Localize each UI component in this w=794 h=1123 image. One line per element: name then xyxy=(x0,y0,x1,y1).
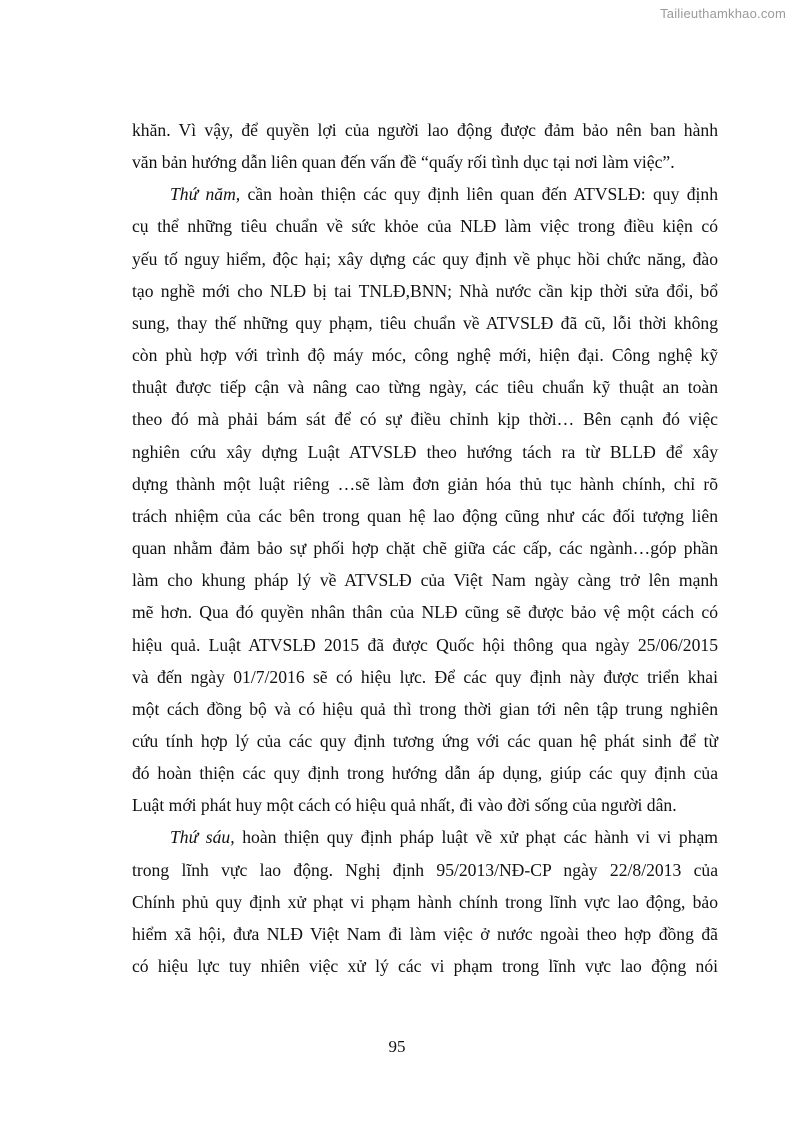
text-line: sung, thay thế những quy phạm, tiêu chuẩn về ATVSLĐ đã cũ, lỗi thời không xyxy=(132,312,718,333)
text-line: còn phù hợp với trình độ máy móc, công nghệ mới, hiện đại. Công nghệ kỹ xyxy=(132,345,718,366)
text-line: Chính phủ quy định xử phạt vi phạm hành chính trong lĩnh vực lao động, bảo xyxy=(132,891,718,912)
text-line: khăn. Vì vậy, để quyền lợi của người lao động được đảm bảo nên ban hành xyxy=(132,120,718,140)
page-number: 95 xyxy=(388,1037,406,1056)
text-line: trách nhiệm của các bên trong quan hệ lao động cũng như các đối tượng liên xyxy=(132,505,718,526)
text-line: Luật mới phát huy một cách có hiệu quả nhất, đi vào đời sống của người dân. xyxy=(132,795,677,816)
text-line: dựng thành một luật riêng …sẽ làm đơn giản hóa thủ tục hành chính, chỉ rõ xyxy=(132,473,718,494)
text-line: cụ thể những tiêu chuẩn về sức khỏe của NLĐ làm việc trong điều kiện có xyxy=(132,216,718,237)
paragraph-2 xyxy=(132,178,718,821)
text-line xyxy=(132,821,718,853)
text-line: hiểm xã hội, đưa NLĐ Việt Nam đi làm việc ở nước ngoài theo hợp đồng đã xyxy=(132,923,718,944)
paragraph-1 xyxy=(132,114,718,178)
text-line: hiệu quả. Luật ATVSLĐ 2015 đã được Quốc hội thông qua ngày 25/06/2015 xyxy=(132,634,718,655)
watermark: Tailieuthamkhao.com xyxy=(660,6,786,21)
paragraph-lead: Thứ năm, xyxy=(170,184,241,205)
text-line: và đến ngày 01/7/2016 sẽ có hiệu lực. Để các quy định này được triển khai xyxy=(132,666,718,687)
text-line: yếu tố nguy hiểm, độc hại; xây dựng các quy định về phục hồi chức năng, đào xyxy=(132,248,718,269)
text-line: quan nhằm đảm bảo sự phối hợp chặt chẽ giữa các cấp, các ngành…góp phần xyxy=(132,538,718,559)
text-line: có hiệu lực tuy nhiên việc xử lý các vi phạm trong lĩnh vực lao động nói xyxy=(132,956,718,977)
text-line: một cách đồng bộ và có hiệu quả thì trong thời gian tới nên tập trung nghiên xyxy=(132,698,718,719)
text-line: theo đó mà phải bám sát để có sự điều chỉnh kịp thời… Bên cạnh đó việc xyxy=(132,409,718,430)
paragraph-3 xyxy=(132,821,718,982)
text-line xyxy=(132,178,718,210)
text-fragment: cần hoàn thiện các quy định liên quan đến ATVSLĐ: quy định xyxy=(240,184,718,205)
text-line: trong lĩnh vực lao động. Nghị định 95/2013/NĐ-CP ngày 22/8/2013 của xyxy=(132,859,718,880)
text-line: đó hoàn thiện các quy định trong hướng dẫn áp dụng, giúp các quy định của xyxy=(132,763,718,784)
text-line: nghiên cứu xây dựng Luật ATVSLĐ theo hướng tách ra từ BLLĐ để xây xyxy=(132,441,718,462)
text-fragment: hoàn thiện quy định pháp luật về xử phạt các hành vi vi phạm xyxy=(234,827,718,848)
text-line: văn bản hướng dẫn liên quan đến vấn đề “quấy rối tình dục tại nơi làm việc”. xyxy=(132,152,675,173)
text-line: làm cho khung pháp lý về ATVSLĐ của Việt Nam ngày càng trở lên mạnh xyxy=(132,570,718,591)
document-body xyxy=(132,114,718,982)
text-line: cứu tính hợp lý của các quy định tương ứng với các quan hệ phát sinh để từ xyxy=(132,730,718,751)
text-line: mẽ hơn. Qua đó quyền nhân thân của NLĐ cũng sẽ được bảo vệ một cách có xyxy=(132,602,718,623)
text-line: tạo nghề mới cho NLĐ bị tai TNLĐ,BNN; Nhà nước cần kịp thời sửa đổi, bổ xyxy=(132,280,718,301)
text-line: thuật được tiếp cận và nâng cao từng ngày, các tiêu chuẩn kỹ thuật an toàn xyxy=(132,377,718,398)
paragraph-lead: Thứ sáu, xyxy=(170,827,235,848)
